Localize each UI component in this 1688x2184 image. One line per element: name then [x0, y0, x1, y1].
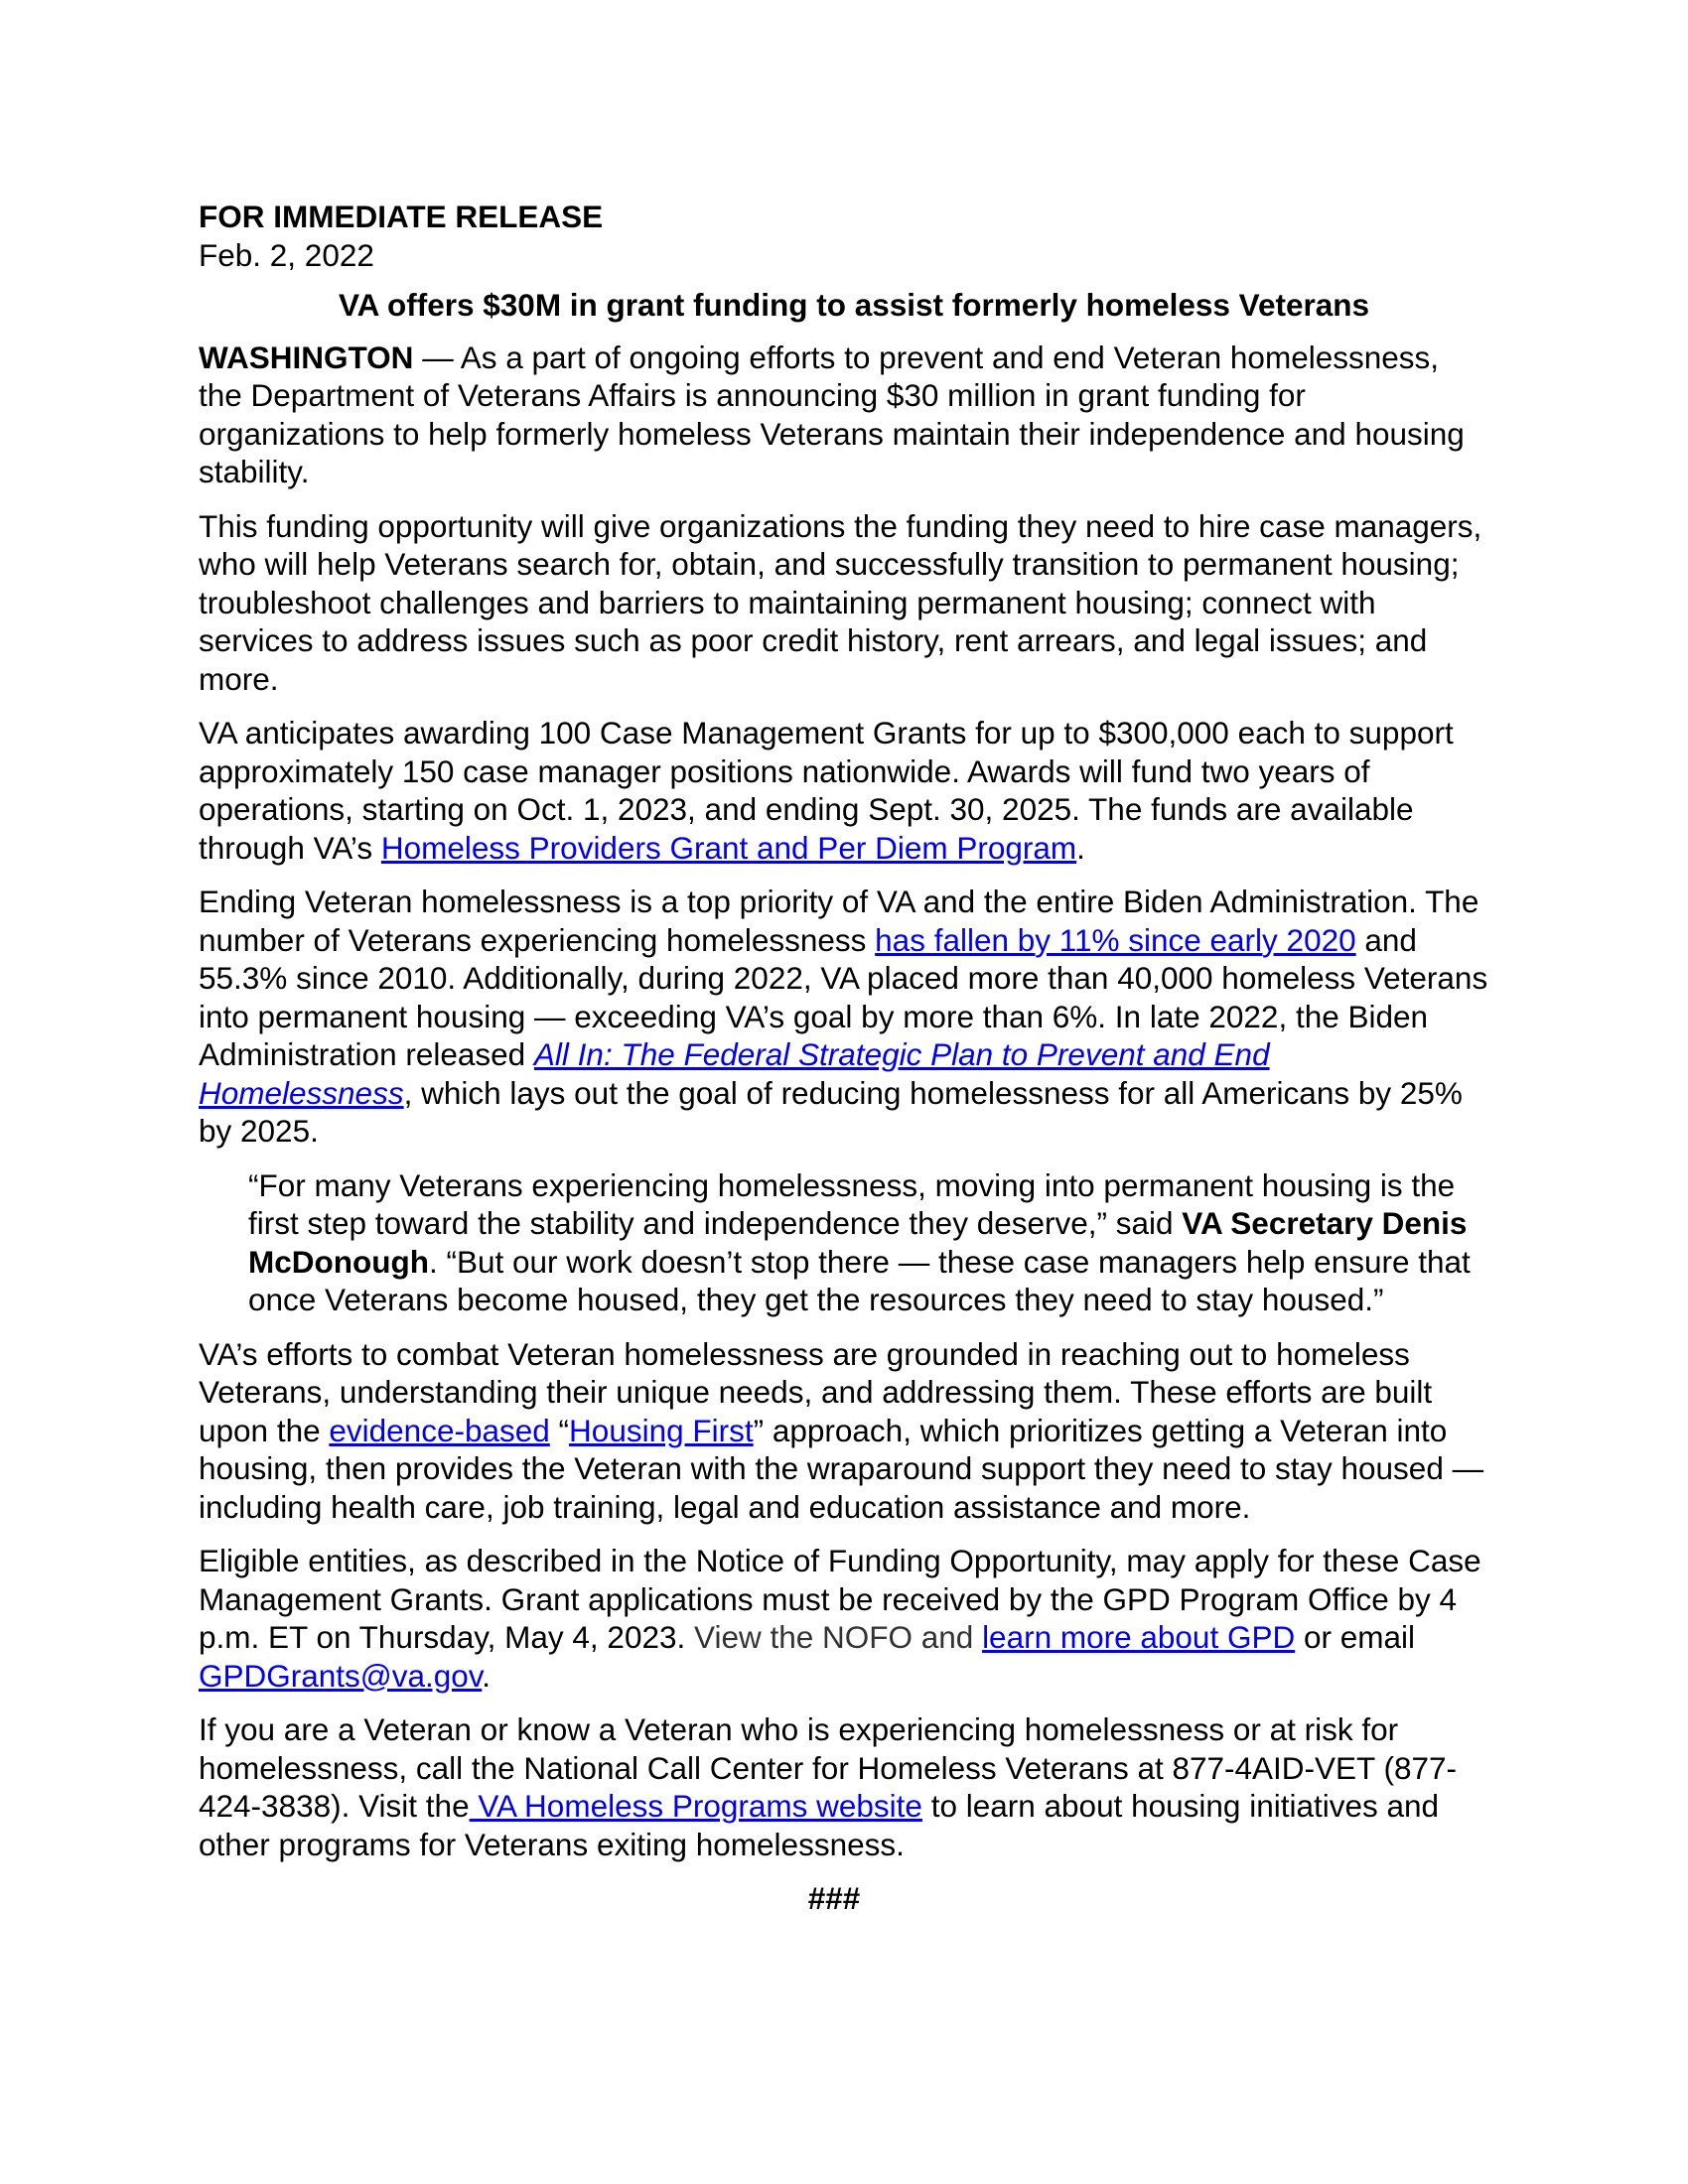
- release-label: FOR IMMEDIATE RELEASE: [199, 199, 604, 234]
- homelessness-decline-link[interactable]: has fallen by 11% since early 2020: [875, 921, 1356, 958]
- paragraph-priority-text-2: and 55.3% since 2010. Additionally, during 2022, VA placed more than 40,000 homeless Veterans into permanent housing — exceeding VA’s goal by more than 6%. In late 2022, the Biden Administration released: [199, 921, 1488, 1072]
- paragraph-eligibility-text-3: or email: [1295, 1619, 1416, 1655]
- paragraph-eligibility: [199, 1542, 1489, 1695]
- evidence-based-link[interactable]: evidence-based: [329, 1412, 550, 1448]
- secretary-quote-text-2: . “But our work doesn’t stop there — these case managers help ensure that once Veterans become housed, they get the resources they need to stay housed.”: [248, 1243, 1471, 1317]
- secretary-quote: [199, 1166, 1489, 1319]
- paragraph-grant-awards-end: .: [1076, 829, 1085, 866]
- all-in-strategic-plan-link[interactable]: All In: The Federal Strategic Plan to Prevent and End Homelessness: [199, 1036, 1270, 1111]
- headline: VA offers $30M in grant funding to assist formerly homeless Veterans: [338, 287, 1370, 323]
- paragraph-funding-opportunity: [199, 507, 1489, 699]
- paragraph-housing-first-text-2: “: [549, 1412, 570, 1448]
- dateline: WASHINGTON: [199, 339, 414, 375]
- paragraph-priority-text-1: Ending Veteran homelessness is a top priority of VA and the entire Biden Administration. The number of Veterans experiencing homelessness: [199, 884, 1479, 958]
- end-mark: ###: [807, 1880, 861, 1916]
- press-release-document: [199, 198, 1489, 1918]
- secretary-quote-text-1: “For many Veterans experiencing homelessness, moving into permanent housing is the first step toward the stability and independence they deserve,” said: [248, 1166, 1456, 1241]
- paragraph-intro: [199, 339, 1489, 491]
- paragraph-funding-opportunity-text: This funding opportunity will give organizations the funding they need to hire case managers, who will help Veterans search for, obtain, and successfully transition to permanent housing; troubleshoot challenges and barriers to maintaining permanent housing; connect with services to address issues such as poor credit history, rent arrears, and legal issues; and more.: [199, 507, 1482, 697]
- paragraph-eligibility-text-1: Eligible entities, as described in the Notice of Funding Opportunity, may apply for these Case Management Grants. Grant applications must be received by the GPD Program Office by 4 p.m. ET on Thursday, May 4, 2023.: [199, 1543, 1481, 1655]
- paragraph-housing-first-text-3: ” approach, which prioritizes getting a Veteran into housing, then provides the Veteran with the wraparound support they need to stay housed — including health care, job training, legal and education assistance and more.: [199, 1412, 1484, 1525]
- homeless-programs-website-link[interactable]: VA Homeless Programs website: [469, 1788, 922, 1824]
- paragraph-housing-first-text-1: VA’s efforts to combat Veteran homelessness are grounded in reaching out to homeless Veterans, understanding their unique needs, and addressing them. These efforts are built upon the: [199, 1335, 1433, 1448]
- paragraph-grant-awards-text: VA anticipates awarding 100 Case Management Grants for up to $300,000 each to support approximately 150 case manager positions nationwide. Awards will fund two years of operations, starting on Oct. 1, 2023, and ending Sept. 30, 2025. The funds are available through VA’s: [199, 715, 1454, 866]
- paragraph-priority-text-3: , which lays out the goal of reducing homelessness for all Americans by 25% by 2025.: [199, 1074, 1463, 1149]
- housing-first-link[interactable]: Housing First: [569, 1412, 754, 1448]
- learn-more-gpd-link[interactable]: learn more about GPD: [982, 1619, 1296, 1655]
- quote-speaker: VA Secretary Denis McDonough: [248, 1205, 1468, 1280]
- release-date: Feb. 2, 2022: [199, 236, 374, 273]
- paragraph-eligibility-text-4: .: [482, 1657, 492, 1694]
- paragraph-call-center-text-2: to learn about housing initiatives and other programs for Veterans exiting homelessness.: [199, 1788, 1440, 1862]
- paragraph-call-center: [199, 1710, 1489, 1863]
- paragraph-housing-first: [199, 1335, 1489, 1527]
- paragraph-grant-awards: [199, 714, 1489, 867]
- paragraph-call-center-text-1: If you are a Veteran or know a Veteran who is experiencing homelessness or at risk for homelessness, call the National Call Center for Homeless Veterans at 877-4AID-VET (877-424-3838). Visit the: [199, 1711, 1458, 1824]
- paragraph-priority: [199, 883, 1489, 1151]
- paragraph-eligibility-text-2: View the NOFO and: [685, 1619, 983, 1655]
- gpd-grants-email-link[interactable]: GPDGrants@va.gov: [199, 1657, 483, 1694]
- paragraph-intro-text: — As a part of ongoing efforts to prevent and end Veteran homelessness, the Department of Veterans Affairs is announcing $30 million in grant funding for organizations to help formerly homeless Veterans maintain their independence and housing stability.: [199, 339, 1465, 489]
- gpd-program-link[interactable]: Homeless Providers Grant and Per Diem Program: [380, 829, 1077, 866]
